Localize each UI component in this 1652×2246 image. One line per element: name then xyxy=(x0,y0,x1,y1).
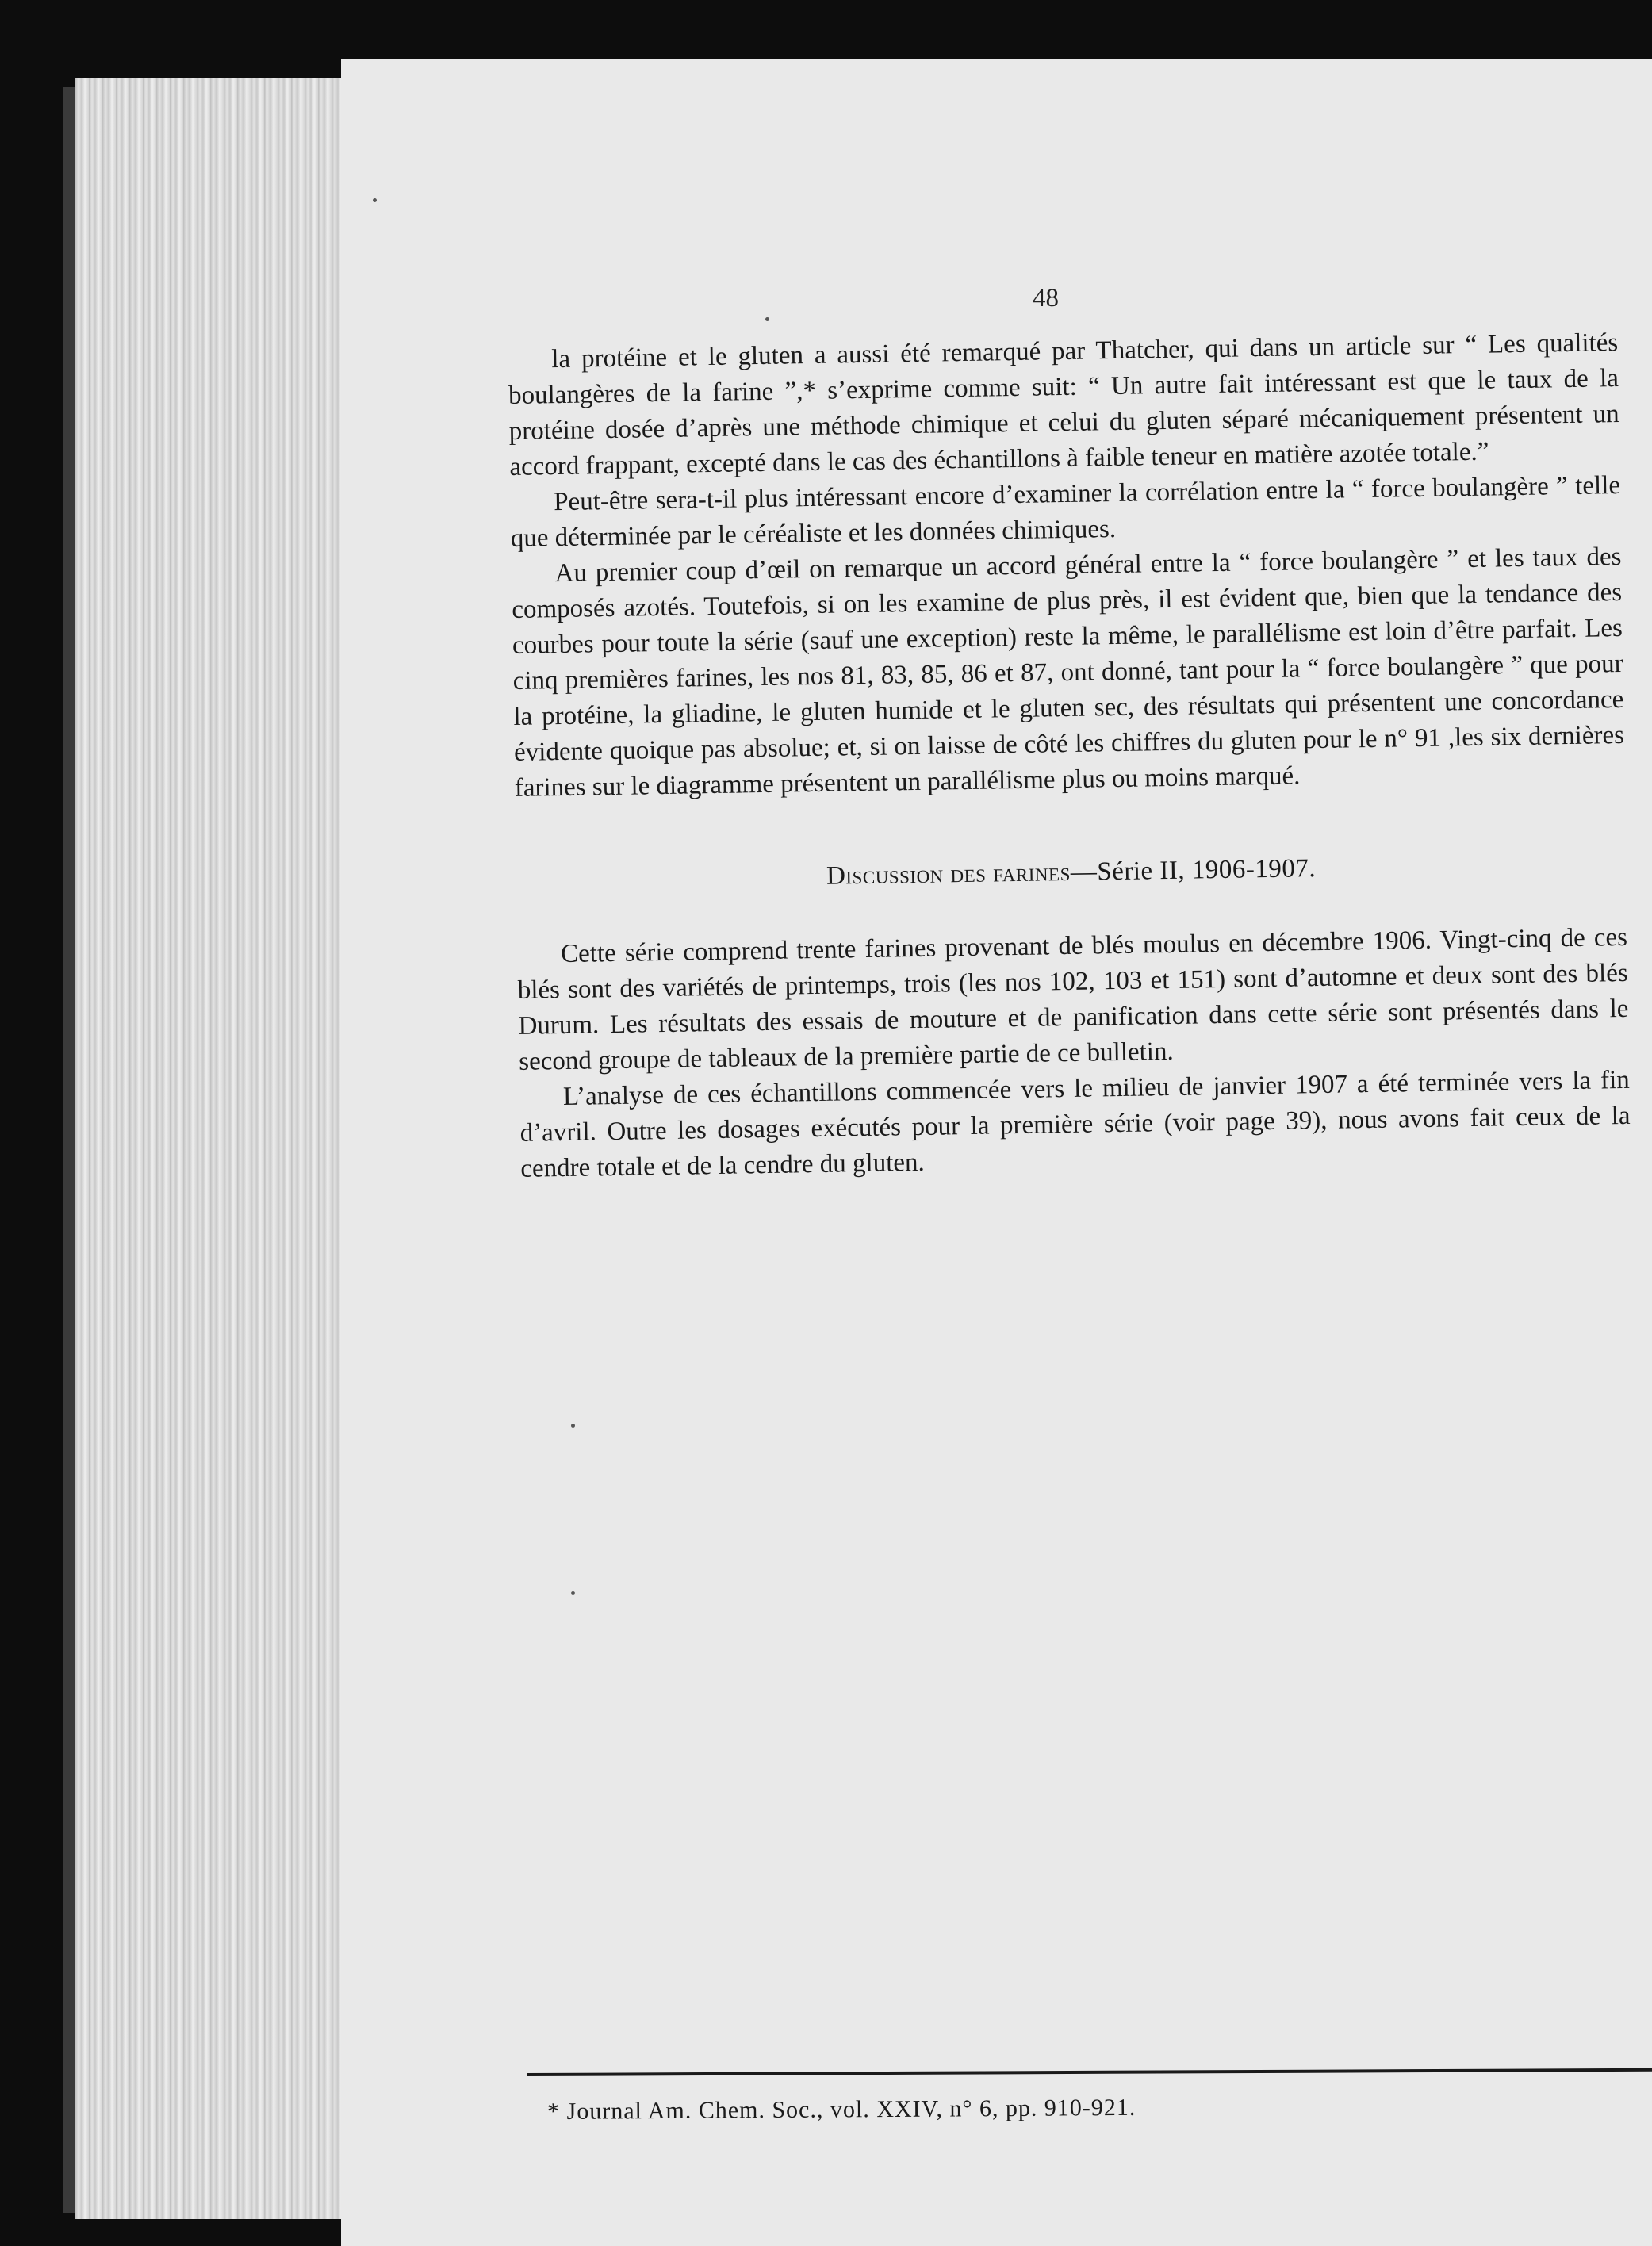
paragraph-2: Peut-être sera-t-il plus intéressant encore d’examiner la corrélation entre la “ force boulangère ” telle que déterminée par le céréaliste et les données chimiques. xyxy=(510,470,1621,553)
section-heading-rest: —Série II, 1906-1907. xyxy=(1070,854,1317,887)
paragraph-3: Au premier coup d’œil on remarque un accord général entre la “ force boulangère ” et les taux des composés azotés. Toutefois, si on les examine de plus près, il est évident que, bien que la tendance des courbes pour toute la série (sauf une exception) reste la même, le parallélisme est loin d’être parfait. Les cinq premières farines, les nos 81, 83, 85, 86 et 87, ont donné, tant pour la “ force boulangère ” que pour la protéine, la gliadine, le gluten humide et le gluten sec, des résultats qui présentent une concordance évidente quoique pas absolue; et, si on laisse de côté les chiffres du gluten pour le n° 91 ,les six dernières farines sur le diagramme présentent un parallélisme plus ou moins marqué. xyxy=(512,542,1625,803)
body-text xyxy=(508,325,1631,1187)
paragraph-1: la protéine et le gluten a aussi été remarqué par Thatcher, qui dans un article sur “ Les qualités boulangères de la farine ”,* s’exprime comme suit: “ Un autre fait intéressant est que le taux de la protéine dosée d’après une méthode chimique et celui du gluten séparé mécaniquement présentent un accord frappant, excepté dans le cas des échantillons à faible teneur en matière azotée totale.” xyxy=(508,328,1619,481)
paragraph-4: Cette série comprend trente farines provenant de blés moulus en décembre 1906. Vingt-cinq de ces blés sont des variétés de printemps, trois (les nos 102, 103 et 151) sont d’automne et deux sont des blés Durum. Les résultats des essais de mouture et de panification dans cette série sont présentés dans le second groupe de tableaux de la première partie de ce bulletin. xyxy=(517,922,1629,1076)
section-heading xyxy=(516,846,1627,899)
section-heading-small-caps: Discussion des farines xyxy=(826,857,1071,891)
footnote: * Journal Am. Chem. Soc., vol. XXIV, n° 6, pp. 910-921. xyxy=(547,2094,1136,2125)
scan-speck xyxy=(571,1591,575,1595)
paragraph-5: L’analyse de ces échantillons commencée vers le milieu de janvier 1907 a été terminée vers la fin d’avril. Outre les dosages exécutés pour la première série (voir page 39), nous avons fait ceux de la cendre totale et de la cendre du gluten. xyxy=(519,1065,1631,1183)
scan-speck xyxy=(765,317,769,321)
scan-speck xyxy=(571,1424,575,1428)
scan-speck xyxy=(373,198,377,202)
page-number: 48 xyxy=(1033,284,1059,312)
